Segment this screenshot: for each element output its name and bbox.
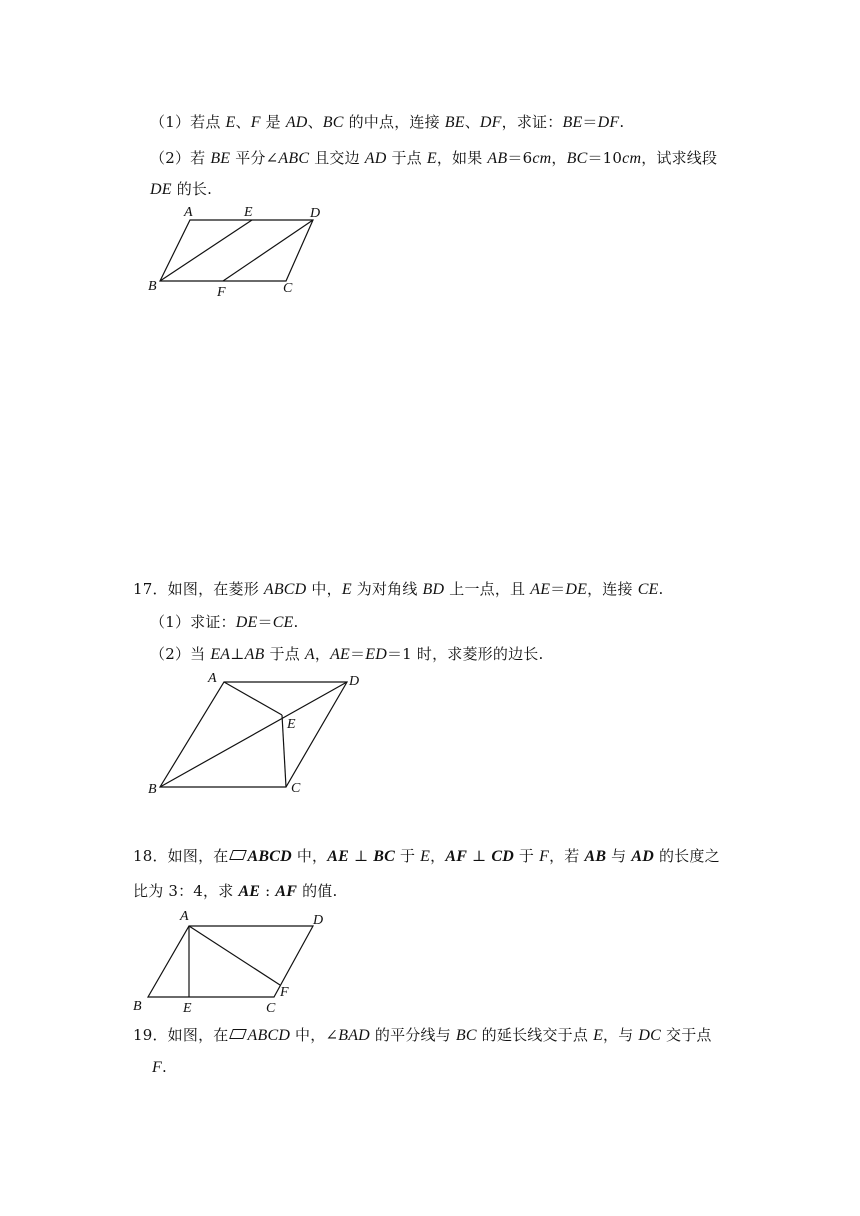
q18-parallelogram-diagram (128, 906, 338, 1014)
q18-label-e: E (183, 1001, 192, 1014)
q19-line1: 19．如图，在 ABCD 中，∠BAD 的平分线与 BC 的延长线交于点 E，与 DC 交于点 (133, 1026, 712, 1044)
q18-label-f: F (280, 985, 289, 1000)
q16-label-d: D (310, 206, 321, 221)
q17-part1: （1）求证：DE＝CE. (150, 613, 299, 631)
q18-figure (128, 906, 338, 1014)
q19-line2: F. (152, 1058, 167, 1076)
q18-line1: 18．如图，在 ABCD 中，AE ⊥ BC 于 E，AF ⊥ CD 于 F，若 AB 与 AD 的长度之 (133, 847, 720, 865)
q16-part2-line2: DE 的长. (150, 180, 213, 198)
q16-segment-be (160, 220, 252, 281)
q16-label-b: B (148, 279, 157, 294)
q17-segment-ae (224, 682, 282, 715)
q18-label-a: A (180, 909, 189, 924)
q17-part2: （2）当 EA⊥AB 于点 A，AE＝ED＝1 时，求菱形的边长. (150, 645, 544, 663)
q16-label-e: E (244, 205, 253, 220)
parallelogram-icon (229, 1029, 247, 1039)
q16-figure (140, 200, 340, 300)
q17-rhombus-diagram (140, 668, 380, 800)
q16-parallelogram-diagram (140, 200, 340, 300)
parallelogram-icon (229, 850, 247, 860)
q16-part2-line1: （2）若 BE 平分∠ABC 且交边 AD 于点 E，如果 AB＝6cm，BC＝10cm，试求线段 (150, 149, 718, 167)
q17-label-e: E (287, 717, 296, 732)
q17-segment-ce (282, 715, 286, 787)
q16-part1: （1）若点 E、F 是 AD、BC 的中点，连接 BE、DF，求证：BE＝DF. (150, 113, 625, 131)
q16-label-a: A (184, 205, 193, 220)
q17-label-d: D (349, 674, 360, 689)
q18-line2: 比为 3：4，求 AE : AF 的值. (133, 882, 338, 900)
q17-label-c: C (291, 781, 301, 796)
q18-label-d: D (313, 913, 324, 928)
q17-label-a: A (208, 671, 217, 686)
q17-stem: 17．如图，在菱形 ABCD 中，E 为对角线 BD 上一点，且 AE＝DE，连接 CE. (133, 580, 664, 598)
q17-diagonal-bd (160, 682, 347, 787)
q18-label-b: B (133, 999, 142, 1014)
q18-altitude-af (189, 926, 280, 985)
q16-label-c: C (283, 281, 293, 296)
q17-figure (140, 668, 380, 800)
q17-label-b: B (148, 782, 157, 797)
q16-label-f: F (217, 285, 226, 300)
q18-label-c: C (266, 1001, 276, 1014)
